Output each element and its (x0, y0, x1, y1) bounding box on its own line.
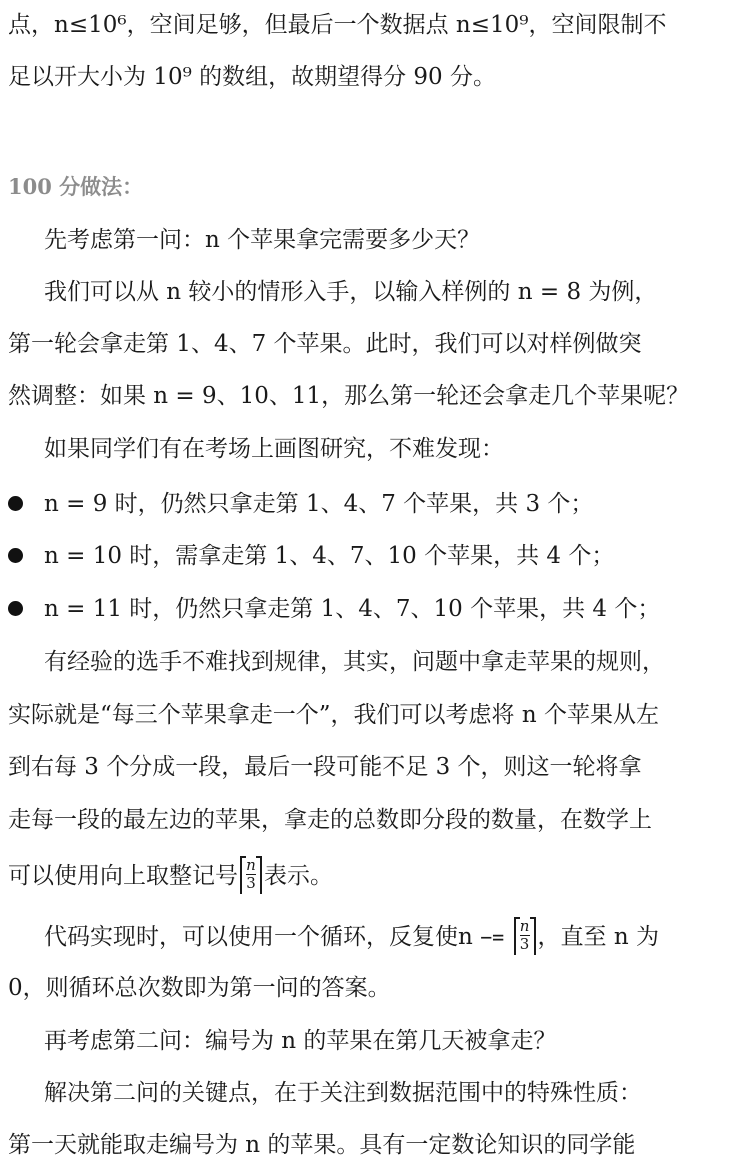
text-line: 我们可以从 n 较小的情形入手，以输入样例的 n = 8 为例， (44, 279, 658, 305)
text-line: 实际就是“每三个苹果拿走一个”，我们可以考虑将 n 个苹果从左 (8, 702, 659, 728)
text-segment: 可以使用向上取整记号 (8, 863, 238, 889)
text-line: 解决第二问的关键点，在于关注到数据范围中的特殊性质： (44, 1080, 642, 1106)
formula-numerator: n (519, 917, 530, 935)
text-line: 先考虑第一问：n 个苹果拿完需要多少天？ (44, 227, 481, 253)
text-line: 有经验的选手不难找到规律，其实，问题中拿走苹果的规则， (44, 649, 665, 675)
bullet-icon (8, 548, 23, 563)
text-line: 走每一段的最左边的苹果，拿走的总数即分段的数量，在数学上 (8, 807, 652, 833)
section-heading: 100 分做法： (8, 174, 144, 199)
text-segment: 代码实现时，可以使用一个循环，反复使n (44, 924, 481, 950)
minus-equals-operator: −= (480, 925, 505, 949)
text-line: 再考虑第二问：编号为 n 的苹果在第几天被拿走？ (44, 1028, 557, 1054)
text-line: 点，n≤10⁶，空间足够，但最后一个数据点 n≤10⁹，空间限制不 (8, 12, 667, 38)
bullet-icon (8, 601, 23, 616)
text-segment: 表示。 (264, 863, 333, 889)
text-line: 如果同学们有在考场上画图研究，不难发现： (44, 436, 504, 462)
formula-denominator: 3 (519, 935, 530, 953)
bullet-icon (8, 496, 23, 511)
formula-numerator: n (246, 856, 256, 874)
text-line: 足以开大小为 10⁹ 的数组，故期望得分 90 分。 (8, 64, 496, 90)
text-line: 到右每 3 个分成一段，最后一段可能不足 3 个，则这一轮将拿 (8, 754, 642, 780)
text-segment: ，直至 n 为 (537, 924, 659, 950)
list-item: n = 10 时，需拿走第 1、4、7、10 个苹果，共 4 个； (44, 543, 615, 569)
text-line: 第一天就能取走编号为 n 的苹果。具有一定数论知识的同学能 (8, 1132, 636, 1158)
text-line: 第一轮会拿走第 1、4、7 个苹果。此时，我们可以对样例做突 (8, 331, 642, 357)
list-item: n = 11 时，仍然只拿走第 1、4、7、10 个苹果，共 4 个； (44, 596, 661, 622)
ceil-formula (514, 917, 536, 955)
text-line: 0，则循环总次数即为第一问的答案。 (8, 975, 391, 1001)
text-line (44, 919, 720, 957)
formula-denominator: 3 (246, 874, 256, 892)
text-line (8, 858, 720, 896)
ceil-formula (240, 856, 262, 894)
list-item: n = 9 时，仍然只拿走第 1、4、7 个苹果，共 3 个； (44, 491, 594, 517)
text-line: 然调整：如果 n = 9、10、11，那么第一轮还会拿走几个苹果呢？ (8, 383, 690, 409)
